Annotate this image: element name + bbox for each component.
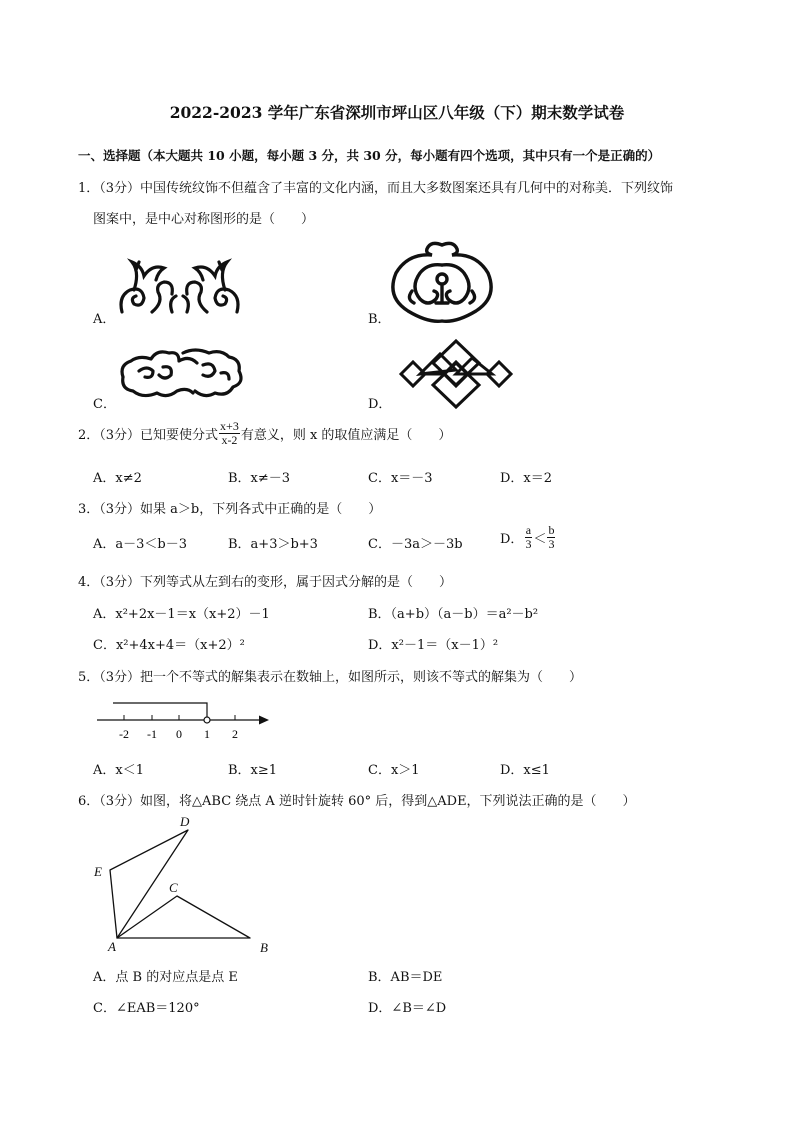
q6-option-b[interactable]: B．AB＝DE <box>368 970 443 985</box>
q3-option-d-numerator-b: b <box>548 523 555 537</box>
q4-option-c[interactable]: C．x²+4x+4＝（x+2）² <box>93 638 245 653</box>
q4-option-a[interactable]: A．x²+2x－1＝x（x+2）－1 <box>93 607 270 622</box>
tick-label: -1 <box>147 727 157 741</box>
q1-stem-line2: 图案中，是中心对称图形的是（ ） <box>93 212 315 227</box>
q3-option-b[interactable]: B．a+3＞b+3 <box>228 537 318 552</box>
q5-option-d[interactable]: D．x≤1 <box>500 763 550 778</box>
tick-label: 2 <box>232 727 238 741</box>
q3-option-d-denominator-a: 3 <box>525 537 532 551</box>
number-line-arrowhead <box>259 716 269 725</box>
q3-option-d-relation: ＜ <box>533 532 547 547</box>
q3-option-d[interactable] <box>500 524 556 551</box>
pattern-d-image <box>393 343 519 405</box>
point-label-b: B <box>260 940 268 955</box>
q2-option-b[interactable]: B．x≠－3 <box>228 471 291 486</box>
q3-option-d-fraction-b <box>547 524 555 551</box>
q3-option-c[interactable]: C．－3a＞－3b <box>368 537 463 552</box>
tick-label: 0 <box>176 727 182 741</box>
pattern-a-image <box>112 252 247 322</box>
q6-option-a[interactable]: A．点 B 的对应点是点 E <box>93 970 238 985</box>
number-line-figure <box>95 698 275 743</box>
q4-stem: 4．（3分）下列等式从左到右的变形，属于因式分解的是（ ） <box>78 575 453 590</box>
q1-option-d-label[interactable]: D． <box>368 397 392 412</box>
q2-fraction <box>219 420 240 447</box>
q6-option-c[interactable]: C．∠EAB＝120° <box>93 1001 200 1016</box>
triangle-abc <box>117 896 250 938</box>
q2-option-d[interactable]: D．x＝2 <box>500 471 553 486</box>
q3-option-d-numerator-a: a <box>525 523 532 537</box>
tick-label: 1 <box>204 727 210 741</box>
q1-stem-line1: 1．（3分）中国传统纹饰不但蕴含了丰富的文化内涵，而且大多数图案还具有几何中的对称美．下列纹饰 <box>78 181 674 196</box>
q3-stem: 3．（3分）如果 a＞b，下列各式中正确的是（ ） <box>78 502 382 517</box>
q3-option-d-denominator-b: 3 <box>548 537 555 551</box>
pattern-b-image <box>388 239 496 324</box>
q3-option-a[interactable]: A．a－3＜b－3 <box>93 537 188 552</box>
q3-option-d-label: D． <box>500 532 524 547</box>
solution-ray <box>113 703 207 717</box>
open-endpoint <box>204 717 210 723</box>
q4-option-d[interactable]: D．x²－1＝（x－1）² <box>368 638 499 653</box>
q2-stem-prefix: 2．（3分）已知要使分式 <box>78 428 219 443</box>
q2-option-c[interactable]: C．x＝－3 <box>368 471 433 486</box>
page-title: 2022-2023 学年广东省深圳市坪山区八年级（下）期末数学试卷 <box>169 103 625 122</box>
q6-stem: 6．（3分）如图，将△ABC 绕点 A 逆时针旋转 60° 后，得到△ADE，下列说法正确的是（ ） <box>78 794 636 809</box>
q2-stem <box>78 420 451 447</box>
q3-option-d-fraction-a <box>524 524 532 551</box>
point-label-c: C <box>169 880 178 895</box>
q2-fraction-denominator: x-2 <box>221 433 238 447</box>
rotation-triangle-figure <box>85 810 285 960</box>
q1-option-a-label[interactable]: A． <box>93 312 116 327</box>
section-heading: 一、选择题（本大题共 10 小题，每小题 3 分，共 30 分，每小题有四个选项，其中只有一个是正确的） <box>78 148 661 163</box>
q2-fraction-numerator: x+3 <box>220 419 239 433</box>
q1-option-b-label[interactable]: B． <box>368 312 391 327</box>
q2-stem-suffix: 有意义，则 x 的取值应满足（ ） <box>240 428 452 443</box>
q5-option-c[interactable]: C．x＞1 <box>368 763 420 778</box>
point-label-e: E <box>94 864 102 879</box>
q6-option-d[interactable]: D．∠B＝∠D <box>368 1001 447 1016</box>
tick-label: -2 <box>119 727 129 741</box>
q5-option-a[interactable]: A．x＜1 <box>93 763 144 778</box>
point-label-a: A <box>108 939 116 954</box>
q2-option-a[interactable]: A．x≠2 <box>93 471 142 486</box>
q5-stem: 5．（3分）把一个不等式的解集表示在数轴上，如图所示，则该不等式的解集为（ ） <box>78 670 583 685</box>
point-label-d: D <box>180 814 190 829</box>
q5-option-b[interactable]: B．x≥1 <box>228 763 278 778</box>
q1-option-c-label[interactable]: C． <box>93 397 116 412</box>
q4-option-b[interactable]: B．（a+b）（a－b）＝a²－b² <box>368 607 539 622</box>
pattern-c-image <box>117 343 247 403</box>
